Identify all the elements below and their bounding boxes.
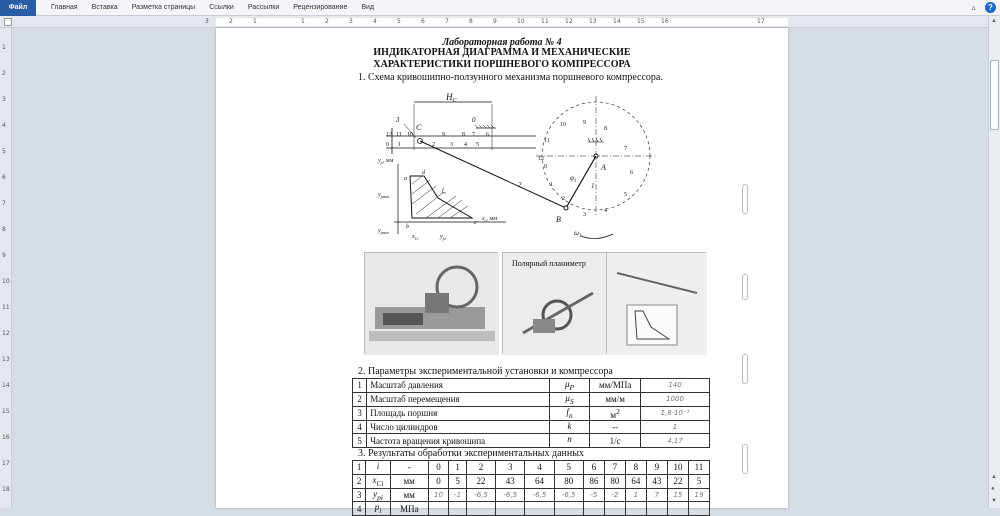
- result-cell: 9: [646, 461, 667, 475]
- slider-tick-low-1: 1: [398, 142, 401, 148]
- result-cell[interactable]: -2: [604, 488, 625, 502]
- x-ci-label: $x_{Ci}$: [412, 234, 419, 241]
- ruler-tick: 12: [565, 18, 573, 25]
- result-cell[interactable]: [604, 502, 625, 516]
- result-cell[interactable]: -6,5: [466, 488, 495, 502]
- parameters-table: [352, 378, 710, 448]
- ruler-tick: 17: [2, 460, 10, 467]
- ruler-tick: 4: [373, 18, 377, 25]
- horizontal-ruler[interactable]: [0, 16, 1000, 28]
- circle-pos-10: 10: [560, 122, 566, 128]
- ruler-tick: 16: [661, 18, 669, 25]
- ruler-tick: 1: [301, 18, 305, 25]
- ruler-tick: 2: [2, 70, 6, 77]
- slider-tick-low-2: 2: [432, 142, 435, 148]
- table-row: [353, 434, 710, 448]
- ruler-tick: 7: [2, 200, 6, 207]
- result-cell[interactable]: -6,5: [496, 488, 525, 502]
- row-number: 3: [353, 406, 367, 420]
- result-cell: 43: [646, 474, 667, 488]
- row-unit: мм: [390, 474, 428, 488]
- result-cell[interactable]: [646, 502, 667, 516]
- slider-tick-low-3: 3: [450, 142, 453, 148]
- row-symbol: $x_{Ci}$: [366, 474, 391, 488]
- ruler-tick: 18: [2, 486, 10, 493]
- param-value[interactable]: 1000: [641, 392, 710, 406]
- ribbon-tabs-bar: [0, 0, 1000, 16]
- row-unit: МПа: [390, 502, 428, 516]
- margin-mark: [742, 444, 748, 474]
- ruler-tick: 6: [2, 174, 6, 181]
- result-cell: 3: [496, 461, 525, 475]
- circle-pos-6: 6: [630, 170, 633, 176]
- ruler-tick: 8: [2, 226, 6, 233]
- section-3-heading: 3. Результаты обработки экспериментальных данных: [358, 448, 584, 459]
- param-symbol: n: [549, 434, 590, 448]
- table-row: [353, 474, 710, 488]
- slider-tick-low-5: 5: [476, 142, 479, 148]
- section-1-heading: 1. Схема кривошипно-ползунного механизма поршневого компрессора.: [358, 72, 663, 83]
- circle-pos-11: 11: [544, 138, 550, 144]
- table-row: [353, 488, 710, 502]
- row-unit: -: [390, 461, 428, 475]
- result-cell: 4: [525, 461, 554, 475]
- param-value[interactable]: 4,17: [641, 434, 710, 448]
- result-cell[interactable]: [583, 502, 604, 516]
- ruler-tick: 3: [349, 18, 353, 25]
- label-0: 0: [472, 116, 476, 124]
- circle-pos-9: 9: [583, 120, 586, 126]
- table-row: [353, 406, 710, 420]
- row-number: 1: [353, 379, 367, 393]
- result-cell: 10: [667, 461, 688, 475]
- tab-mailings[interactable]: Рассылки: [247, 4, 280, 11]
- point-c: c: [474, 220, 477, 226]
- point-d: d: [422, 170, 425, 176]
- result-cell[interactable]: -5: [583, 488, 604, 502]
- param-value[interactable]: 140: [641, 379, 710, 393]
- ruler-tick: 3: [205, 18, 209, 25]
- ruler-tick: 15: [637, 18, 645, 25]
- table-row: [353, 379, 710, 393]
- result-cell: 5: [688, 474, 709, 488]
- row-number: 5: [353, 434, 367, 448]
- result-cell: 80: [554, 474, 583, 488]
- ruler-tick: 2: [325, 18, 329, 25]
- row-number: 4: [353, 502, 366, 516]
- y-pmin-label: $y_{pmin}$: [378, 228, 389, 235]
- result-cell[interactable]: [554, 502, 583, 516]
- minimize-ribbon-icon[interactable]: ▵: [971, 3, 976, 12]
- param-name: Площадь поршня: [367, 406, 550, 420]
- param-symbol: $\mu_S$: [549, 392, 590, 406]
- scroll-up-icon[interactable]: ▲: [991, 18, 997, 24]
- result-cell[interactable]: -6,5: [525, 488, 554, 502]
- param-symbol: k: [549, 420, 590, 434]
- slider-tick-9: 9: [442, 132, 445, 138]
- slider-tick-11: 11: [396, 132, 402, 138]
- row-number: 3: [353, 488, 366, 502]
- circle-pos-2: 2: [562, 196, 565, 202]
- ruler-tick: 15: [2, 408, 10, 415]
- ruler-tick: 9: [2, 252, 6, 259]
- planimeter-label: Полярный планиметр: [512, 259, 586, 268]
- slider-tick-12: 12: [386, 132, 392, 138]
- ruler-tick: 14: [613, 18, 621, 25]
- result-cell: 80: [604, 474, 625, 488]
- tab-home[interactable]: Главная: [51, 4, 78, 11]
- scrollbar-thumb[interactable]: [990, 60, 999, 130]
- y-pi-label: $y_{pi}$: [440, 234, 446, 241]
- ruler-tick: 4: [2, 122, 6, 129]
- tab-view[interactable]: Вид: [361, 4, 375, 11]
- param-unit: мм/МПа: [590, 379, 641, 393]
- param-value[interactable]: 1,8·10⁻³: [641, 406, 710, 420]
- result-cell: 5: [554, 461, 583, 475]
- table-row: [353, 420, 710, 434]
- param-name: Частота вращения кривошипа: [367, 434, 550, 448]
- result-cell: 86: [583, 474, 604, 488]
- result-cell[interactable]: [688, 502, 709, 516]
- param-unit: $м^2$: [590, 406, 641, 420]
- ruler-tick: 5: [397, 18, 401, 25]
- result-cell: 1: [449, 461, 467, 475]
- result-cell[interactable]: [525, 502, 554, 516]
- result-cell[interactable]: 10: [428, 488, 449, 502]
- ribbon-right-controls: [968, 2, 996, 13]
- slider-tick-8: 8: [462, 132, 465, 138]
- label-2: 2: [518, 181, 522, 189]
- label-B: B: [556, 215, 561, 224]
- yp-axis-label: $y_p$, мм: [378, 158, 394, 165]
- vertical-ruler[interactable]: [0, 28, 12, 508]
- lab-title: Лабораторная работа № 4: [442, 37, 562, 48]
- param-unit: мм/м: [590, 392, 641, 406]
- label-3: 3: [396, 116, 400, 124]
- slider-tick-10: 10: [407, 132, 413, 138]
- indicator-photo: [606, 252, 706, 354]
- ruler-tick: 10: [2, 278, 10, 285]
- browse-object-icon[interactable]: ●: [991, 486, 995, 492]
- f-n-label: $f_п$: [442, 188, 446, 195]
- result-cell[interactable]: -6,5: [554, 488, 583, 502]
- ruler-tick: 2: [229, 18, 233, 25]
- row-number: 2: [353, 474, 366, 488]
- circle-pos-3: 3: [583, 212, 586, 218]
- heading-line-1: ИНДИКАТОРНАЯ ДИАГРАММА И МЕХАНИЧЕСКИЕ: [373, 47, 631, 58]
- param-symbol: $\mu_P$: [549, 379, 590, 393]
- result-cell[interactable]: [625, 502, 646, 516]
- result-cell[interactable]: 1: [625, 488, 646, 502]
- ruler-tick: 6: [421, 18, 425, 25]
- row-symbol: $y_{pi}$: [366, 488, 391, 502]
- result-cell[interactable]: -1: [449, 488, 467, 502]
- ruler-tick: 10: [517, 18, 525, 25]
- slider-tick-6: 6: [486, 132, 489, 138]
- circle-pos-12: 12: [538, 156, 544, 162]
- row-number: 1: [353, 461, 366, 475]
- result-cell[interactable]: 7: [646, 488, 667, 502]
- result-cell[interactable]: 15: [667, 488, 688, 502]
- result-cell: 6: [583, 461, 604, 475]
- tab-references[interactable]: Ссылки: [209, 4, 234, 11]
- table-row: [353, 392, 710, 406]
- results-table: [352, 460, 710, 516]
- result-cell[interactable]: [449, 502, 467, 516]
- compressor-photo: [364, 252, 498, 354]
- result-cell: 22: [667, 474, 688, 488]
- ruler-tick: 5: [2, 148, 6, 155]
- circle-pos-4: 4: [604, 208, 607, 214]
- label-omega: $\omega_1$: [574, 229, 582, 239]
- help-icon[interactable]: ?: [985, 2, 996, 13]
- y-pmax-label: $y_{pmax}$: [378, 192, 390, 199]
- ruler-tick: 13: [2, 356, 10, 363]
- ruler-tick: 8: [469, 18, 473, 25]
- row-number: 2: [353, 392, 367, 406]
- label-C: C: [416, 123, 422, 132]
- heading-line-2: ХАРАКТЕРИСТИКИ ПОРШНЕВОГО КОМПРЕССОРА: [373, 59, 631, 70]
- param-value[interactable]: 1: [641, 420, 710, 434]
- row-symbol: $p_i$: [366, 502, 391, 516]
- vertical-scrollbar[interactable]: [988, 16, 1000, 508]
- tab-insert[interactable]: Вставка: [91, 4, 118, 11]
- param-name: Число цилиндров: [367, 420, 550, 434]
- result-cell: 0: [428, 461, 449, 475]
- tab-page-layout[interactable]: Разметка страницы: [131, 4, 196, 11]
- param-unit: --: [590, 420, 641, 434]
- ruler-tick: 13: [589, 18, 597, 25]
- result-cell[interactable]: [466, 502, 495, 516]
- ruler-tick: 11: [541, 18, 549, 25]
- result-cell: 8: [625, 461, 646, 475]
- result-cell: 64: [525, 474, 554, 488]
- circle-pos-5: 5: [624, 192, 627, 198]
- next-page-icon[interactable]: ▼: [991, 498, 997, 504]
- ruler-tick: 3: [2, 96, 6, 103]
- point-b: b: [406, 224, 409, 230]
- slider-tick-7: 7: [472, 132, 475, 138]
- circle-pos-1: 1: [550, 182, 553, 188]
- xc-axis-label: $x_c$, мм: [482, 216, 498, 223]
- ruler-tick: 16: [2, 434, 10, 441]
- result-cell: 0: [428, 474, 449, 488]
- result-cell: 64: [625, 474, 646, 488]
- result-cell: 5: [449, 474, 467, 488]
- previous-page-icon[interactable]: ▲: [991, 474, 997, 480]
- row-symbol: i: [366, 461, 391, 475]
- result-cell[interactable]: 19: [688, 488, 709, 502]
- mechanism-diagram: [376, 84, 696, 244]
- label-1: 1: [591, 182, 595, 190]
- table-row: [353, 461, 710, 475]
- result-cell[interactable]: [496, 502, 525, 516]
- result-cell: 7: [604, 461, 625, 475]
- row-number: 4: [353, 420, 367, 434]
- circle-pos-7: 7: [624, 146, 627, 152]
- hc-label: $H_C$: [446, 92, 457, 104]
- ruler-tick: 7: [445, 18, 449, 25]
- table-row: [353, 502, 710, 516]
- ruler-tick: 9: [493, 18, 497, 25]
- circle-pos-8: 8: [604, 126, 607, 132]
- crank-pin-B: [564, 206, 568, 210]
- param-name: Масштаб перемещения: [367, 392, 550, 406]
- point-a: a: [404, 176, 407, 182]
- slider-tick-low-4: 4: [464, 142, 467, 148]
- ruler-tick: 11: [2, 304, 10, 311]
- margin-mark: [742, 274, 748, 300]
- ruler-tick: 1: [253, 18, 257, 25]
- param-name: Масштаб давления: [367, 379, 550, 393]
- result-cell[interactable]: [428, 502, 449, 516]
- margin-mark: [742, 354, 748, 384]
- ruler-tick: 1: [2, 44, 6, 51]
- file-tab[interactable]: Файл: [0, 0, 36, 16]
- param-symbol: $f_п$: [549, 406, 590, 420]
- label-phi: $\varphi_1$: [570, 174, 577, 184]
- section-2-heading: 2. Параметры экспериментальной установки и компрессора: [358, 366, 613, 377]
- result-cell[interactable]: [667, 502, 688, 516]
- slider-tick-low-0: 0: [386, 142, 389, 148]
- label-A: A: [601, 163, 606, 172]
- tab-stop-selector[interactable]: [4, 18, 12, 26]
- result-cell: 22: [466, 474, 495, 488]
- connecting-rod: [420, 141, 566, 208]
- ruler-tick: 17: [757, 18, 765, 25]
- result-cell: 2: [466, 461, 495, 475]
- document-page[interactable]: [216, 28, 788, 516]
- result-cell: 43: [496, 474, 525, 488]
- tab-review[interactable]: Рецензирование: [293, 4, 348, 11]
- margin-mark: [742, 184, 748, 214]
- param-unit: 1/с: [590, 434, 641, 448]
- ribbon-tabs: [44, 0, 381, 16]
- ruler-tick: 12: [2, 330, 10, 337]
- ruler-tick: 14: [2, 382, 10, 389]
- result-cell: 11: [688, 461, 709, 475]
- circle-pos-0: 0: [544, 164, 547, 170]
- row-unit: мм: [390, 488, 428, 502]
